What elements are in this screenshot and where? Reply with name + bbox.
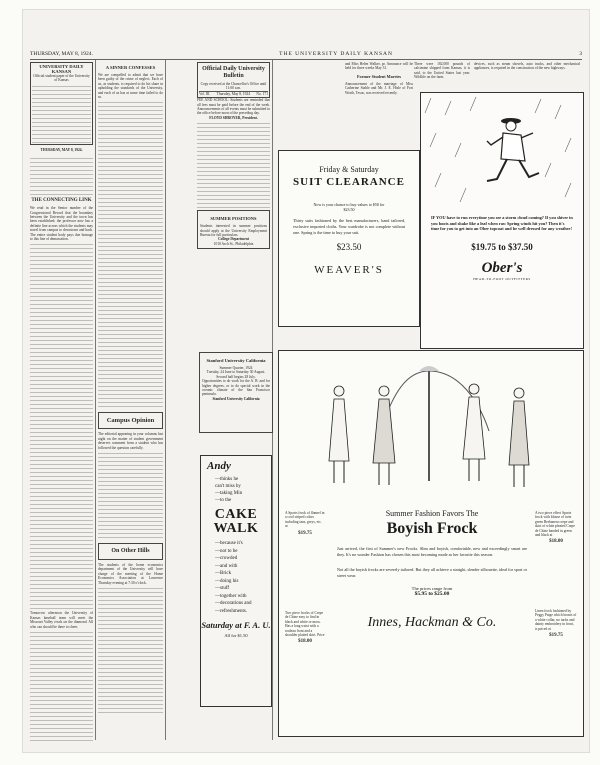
cake-walk-line: —stuff xyxy=(215,586,230,591)
stanford-quarter: Summer Quarter, 1924 xyxy=(219,366,253,370)
frock-item-text: Linen frock fashioned by Peggy Paige which boasts of a white collar, no tucks and dainty embroidery in front, is priced at xyxy=(535,609,577,631)
cake-walk-line: —Brick xyxy=(215,571,232,576)
frock-range-price: $5.95 to $25.00 xyxy=(414,591,450,598)
frock-item-left-1 xyxy=(285,511,325,536)
cake-walk-line: —not to be xyxy=(215,548,238,554)
news-text-7: devices, such as steam shovels, auto trucks, and other mechanical appliances, is required in the construction of the new highways. xyxy=(474,62,580,71)
campus-opinion-header xyxy=(98,412,163,429)
bulletin-number: No. 171 xyxy=(256,91,268,96)
frock-store: Innes, Hackman & Co. xyxy=(367,615,497,631)
campus-opinion-title: Campus Opinion xyxy=(106,417,155,425)
masthead-box xyxy=(30,62,93,145)
cake-walk-line: —because it's xyxy=(215,541,243,546)
other-hills-text: The students of the home economics department of the University will have charge of the meeting of the Home Economics Association at Lawrence Thursday evening at 7:30 o'clock. xyxy=(98,563,163,585)
weavers-body: Thirty suits fashioned by the best manufacturers, hand tailored, exclusive imported cloths. Your wardrobe is not complete without one. Spring is the time to buy your suit. xyxy=(293,218,405,235)
weavers-price: $23.50 xyxy=(336,242,362,252)
stanford-title: Stanford University California xyxy=(206,358,266,363)
bulletin-text: FEE AND SCHOOL: Students are reminded that all fees must be paid before the end of the week. Announcements of all events must be submitted to the office before noon of the preceding day. xyxy=(197,98,270,116)
article-text: We are compelled to admit that we have been guilty of the crime of neglect. Each of us, as students, is required to do his share in upholding the standards of the University, and each of us has at some time failed to do so. xyxy=(98,73,163,100)
bulletin-subtitle: Copy received at the Chancellor's Office until 11:00 a.m. xyxy=(200,82,267,91)
cake-walk-headline: CAKE WALK xyxy=(213,507,259,536)
frock-range-label: The prices range from xyxy=(411,586,453,592)
bulletin-header xyxy=(197,62,270,98)
summer-positions-title: SUMMER POSITIONS xyxy=(210,216,257,222)
frock-item-text: Two piece frocks of Crepe de Chine easy to find in black and white or moss. Has a long waist with a rouleau front and a shoulder plaited skirt. Price xyxy=(285,611,325,638)
obers-price: $19.75 to $37.50 xyxy=(471,241,533,252)
page-header xyxy=(30,49,582,60)
cake-walk-ad xyxy=(200,455,272,707)
cake-walk-line: —to the xyxy=(215,498,232,503)
column-news-6 xyxy=(414,62,470,92)
frock-item-right-1 xyxy=(535,511,577,545)
cake-walk-price: All for $1.50 xyxy=(224,633,248,638)
news-title: Former Student Marries xyxy=(356,73,402,79)
header-date: THURSDAY, MAY 8, 1924. xyxy=(30,51,93,57)
stanford-ad xyxy=(199,352,273,433)
stanford-text: Opportunities to do work for the A. B. and for higher degrees, or to do special work in the oceanic climate of the San Francisco peninsula. xyxy=(202,379,270,397)
frock-item-price: $18.00 xyxy=(298,639,312,645)
weavers-days: Friday & Saturday xyxy=(319,165,379,174)
header-page-number: 3 xyxy=(579,51,582,57)
obers-tagline: HEAD-TO-FOOT OUTFITTERS xyxy=(473,276,531,281)
frock-item-left-2 xyxy=(285,611,325,645)
news-text-6: There were 182,000 pounds of calcimine shipped from Kansas, it is said, to the United States last year. Wildlife on the farm. xyxy=(414,62,470,80)
cake-walk-line: —together with xyxy=(215,593,247,599)
frock-item-text: A Sports frock of flannel in a cool striped colors including tans, greys, etc. at xyxy=(285,511,325,529)
other-hills-title: On Other Hills xyxy=(111,548,150,555)
rain-illustration xyxy=(421,93,583,213)
column-bulletin xyxy=(197,62,270,352)
bulletin-date: Thursday, May 8, 1924 xyxy=(216,91,251,96)
column-rule xyxy=(95,60,96,740)
frock-item-right-2 xyxy=(535,609,577,638)
cake-walk-line: —decorations and xyxy=(215,601,252,606)
cake-walk-line: —and with xyxy=(215,563,238,569)
fashion-illustration xyxy=(279,351,583,496)
running-man-icon xyxy=(487,118,539,181)
cake-walk-when: Saturday at F. A. U. xyxy=(201,620,271,630)
column-opinion xyxy=(98,62,163,742)
frock-body-2: Not all the boyish frocks are severely tailored. But they all achieve a straight, slender silhouette, ideal for sport or street wear. xyxy=(337,567,528,578)
masthead-subtitle: Official student paper of the University of Kansas xyxy=(33,74,90,83)
weavers-price-small: $23.50 xyxy=(343,207,355,212)
frock-item-price: $19.75 xyxy=(549,633,563,639)
cake-walk-line: —thinks he xyxy=(215,477,239,482)
obers-copy: IF YOU have to run everytime you see a storm cloud coming? If you shiver in you boots and shake like a leaf when raw Spring winds hit you? Then it's time for you to get into an Ober topcoat and be well dressed for any weather! xyxy=(431,215,573,232)
cake-walk-line: —doing his xyxy=(215,578,239,584)
weavers-sub: Now is your chance to buy values to $50 for xyxy=(313,202,385,207)
header-title: THE UNIVERSITY DAILY KANSAN xyxy=(279,51,393,57)
editorial-title: THE CONNECTING LINK xyxy=(31,198,92,204)
article-title: A SINNER CONFESSES xyxy=(105,65,156,70)
column-editorial xyxy=(30,62,93,742)
cake-walk-line: —crowded xyxy=(215,556,238,561)
bulletin-volume: Vol. III. xyxy=(199,91,211,96)
frock-item-price: $19.75 xyxy=(298,530,312,536)
cake-walk-intro xyxy=(215,476,271,504)
frock-body: Just arrived, the first of Summer's new Frocks. Slim and boyish, comfortable, new and exceedingly smart are they. It's no wonder Fashion has chosen this most becoming mode as her favorite this season. xyxy=(337,546,527,557)
editorial-text: We read in the Senior number of the Congressional Record that the boundary between the University and the town has been established; the professor now has a definite line across which the students may travel from campus to downtown and back. The entire student body pays due homage to this line of demarcation. xyxy=(30,206,93,242)
cake-walk-line: can't miss by xyxy=(215,484,241,489)
cake-walk-line: —taking Min xyxy=(215,491,243,496)
stanford-dates: Tuesday, 24 June to Saturday 30 August. Second half begins 28 July. xyxy=(206,370,266,379)
weavers-store: WEAVER'S xyxy=(314,264,384,276)
date-line: THURSDAY, MAY 8, 1924. xyxy=(40,147,83,152)
masthead-title: UNIVERSITY DAILY KANSAN xyxy=(39,64,84,74)
frock-center xyxy=(337,509,527,631)
weavers-headline: SUIT CLEARANCE xyxy=(293,176,405,188)
frock-headline-small: Summer Fashion Favors The xyxy=(385,509,479,518)
cake-walk-body xyxy=(215,540,271,615)
boyish-frock-ad xyxy=(278,350,584,737)
bulletin-title: Official Daily University Bulletin xyxy=(202,66,265,79)
news-text: and Miss Helen Walker, pr. Announce will be held for three weeks May 31. xyxy=(345,62,413,71)
column-news-5 xyxy=(345,62,413,148)
stanford-footer: Stanford University California xyxy=(212,396,260,401)
obers-ad xyxy=(420,92,584,349)
other-hills-header xyxy=(98,543,163,560)
bulletin-signature: FLOYD SHROYER, President. xyxy=(209,115,258,120)
weavers-ad xyxy=(278,150,420,327)
frock-headline: Boyish Frock xyxy=(386,520,478,537)
obers-logo: Ober's xyxy=(481,259,523,276)
news-text-2: Announcement of the marriage of Miss Catherine Stahle and Mr. J. E. Hisle of Fort Worth, Texas, was received recently. xyxy=(345,81,413,95)
campus-opinion-text: The editorial appearing in your columns last night on the matter of student government deserves comment from a student who has followed the question carefully. xyxy=(98,432,163,450)
summer-address: 1010 Arch St., Philadelphia xyxy=(213,241,254,246)
frock-item-price: $18.00 xyxy=(549,539,563,545)
cake-walk-line: —refreshments. xyxy=(215,608,248,614)
column-rule xyxy=(165,60,166,740)
frock-item-text: A two piece effect Sports frock with blouse of twin green Berbanera crepe and skirt of white pleated Crepe de Chine banded in green and black at xyxy=(535,511,575,538)
editorial-text-2: Tomorrow afternoon the University of Kansas baseball team will meet the Missouri Valley rivals on the diamond. All who can should be there to cheer. xyxy=(30,611,93,629)
summer-positions-text: Students interested in summer positions should apply at the University Employment Bureau for full particulars. xyxy=(200,224,267,238)
summer-office: College Department xyxy=(218,237,249,242)
summer-positions-box xyxy=(197,210,270,249)
column-news-7 xyxy=(474,62,580,92)
cake-walk-top: Andy xyxy=(207,460,231,472)
